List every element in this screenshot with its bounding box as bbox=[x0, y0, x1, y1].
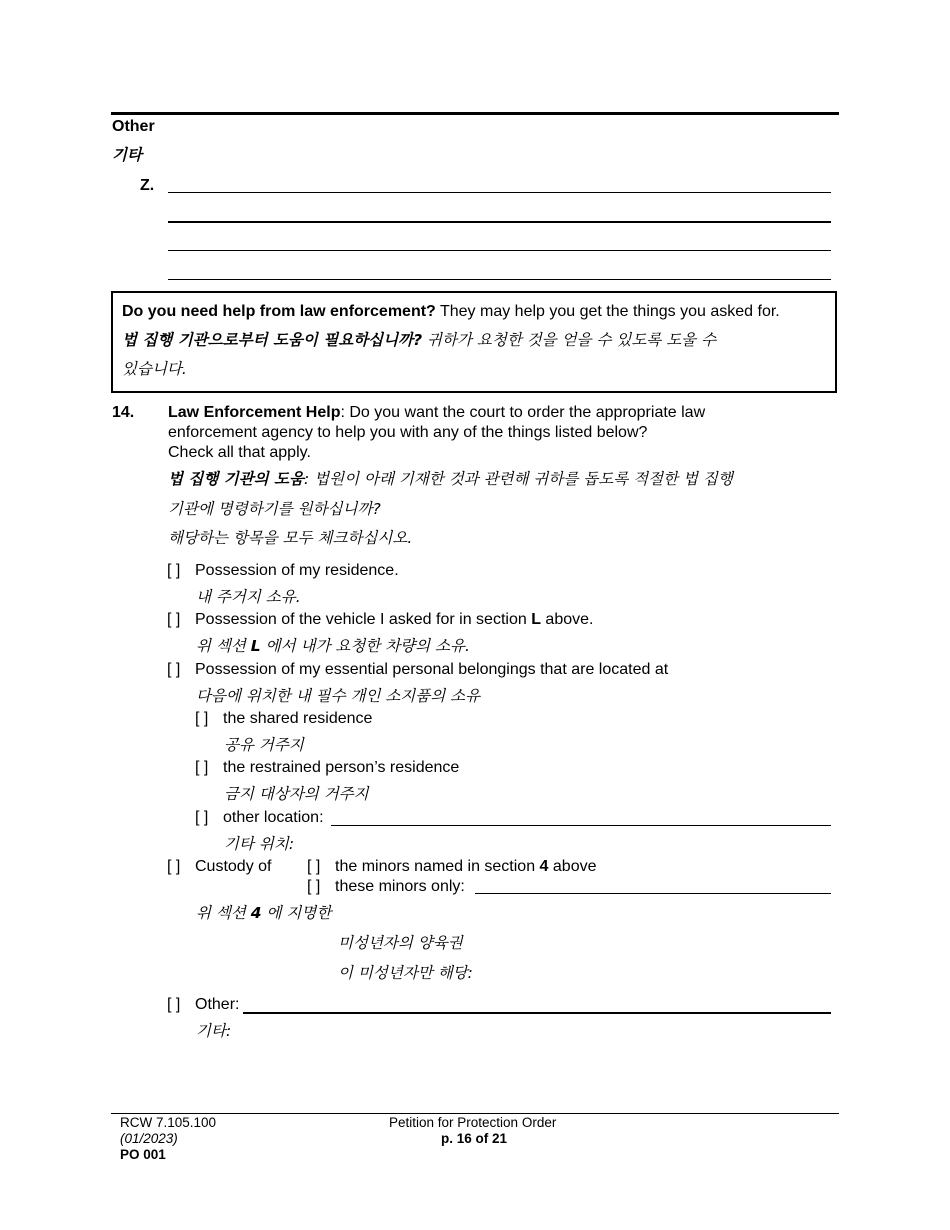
residence-option[interactable] bbox=[167, 562, 399, 580]
other-location-checkbox[interactable]: [ ] bbox=[195, 809, 209, 826]
box-question-ko-rest: 귀하가 요청한 것을 얻을 수 있도록 도울 수 bbox=[422, 331, 717, 349]
these-minors-option[interactable] bbox=[307, 878, 465, 896]
other-label: Other: bbox=[195, 996, 240, 1013]
top-rule bbox=[111, 112, 839, 115]
other-location-field[interactable] bbox=[331, 825, 831, 826]
restrained-residence-option[interactable] bbox=[195, 759, 459, 777]
custody-ko-bold: 4 bbox=[250, 904, 262, 922]
these-minors-checkbox[interactable]: [ ] bbox=[307, 878, 321, 895]
footer-form-number: PO 001 bbox=[120, 1147, 166, 1162]
minors-named-checkbox[interactable]: [ ] bbox=[307, 858, 321, 875]
footer-date: (01/2023) bbox=[120, 1131, 178, 1146]
custody-label-ko bbox=[196, 901, 331, 923]
restrained-residence-checkbox[interactable]: [ ] bbox=[195, 759, 209, 776]
section-title-line bbox=[168, 404, 705, 422]
vehicle-ko-post: 에서 내가 요청한 차량의 소유. bbox=[260, 637, 470, 655]
custody-label-ko-2: 미성년자의 양육권 bbox=[338, 934, 463, 952]
shared-residence-label: the shared residence bbox=[223, 710, 373, 727]
footer-title: Petition for Protection Order bbox=[389, 1115, 557, 1130]
box-question-line bbox=[122, 303, 780, 321]
belongings-label: Possession of my essential personal belongings that are located at bbox=[195, 661, 669, 678]
other-location-option[interactable] bbox=[195, 809, 324, 827]
shared-residence-checkbox[interactable]: [ ] bbox=[195, 710, 209, 727]
section-ko-rest: : 법원이 아래 기재한 것과 관련해 귀하를 돕도록 적절한 법 집행 bbox=[303, 470, 733, 488]
belongings-option[interactable] bbox=[167, 661, 668, 679]
section-ko-line2: 기관에 명령하기를 원하십니까? bbox=[168, 500, 381, 518]
section-line3: Check all that apply. bbox=[168, 444, 311, 461]
vehicle-ko-bold: L bbox=[250, 637, 261, 655]
section-ko-title: 법 집행 기관의 도움 bbox=[168, 470, 304, 488]
vehicle-label-pre: Possession of the vehicle I asked for in section bbox=[195, 611, 532, 628]
restrained-residence-label: the restrained person’s residence bbox=[223, 759, 460, 776]
section-title-rest: : Do you want the court to order the appropriate law bbox=[340, 404, 706, 421]
vehicle-label-post: above. bbox=[540, 611, 594, 628]
section-number: 14. bbox=[112, 404, 135, 421]
footer-rcw: RCW 7.105.100 bbox=[120, 1115, 217, 1130]
these-minors-field[interactable] bbox=[475, 893, 831, 894]
minors-named-post: above bbox=[548, 858, 597, 875]
other-option[interactable] bbox=[167, 996, 239, 1014]
belongings-checkbox[interactable]: [ ] bbox=[167, 661, 181, 678]
vehicle-label-ko bbox=[196, 634, 470, 656]
other-label-ko: 기타: bbox=[196, 1022, 232, 1040]
footer-rule bbox=[111, 1113, 839, 1114]
custody-checkbox[interactable]: [ ] bbox=[167, 858, 181, 875]
footer-page-number: p. 16 of 21 bbox=[441, 1131, 508, 1146]
section-ko-line3: 해당하는 항목을 모두 체크하십시오. bbox=[168, 529, 413, 547]
these-minors-label: these minors only: bbox=[335, 878, 465, 895]
minors-named-option[interactable] bbox=[307, 858, 597, 876]
box-question-ko-line2: 있습니다. bbox=[122, 360, 187, 378]
custody-ko-pre: 위 섹션 bbox=[196, 904, 251, 922]
section-title: Law Enforcement Help bbox=[168, 404, 341, 421]
residence-label-ko: 내 주거지 소유. bbox=[196, 588, 301, 606]
vehicle-label-bold: L bbox=[531, 611, 541, 628]
other-location-label-ko: 기타 위치: bbox=[224, 835, 295, 853]
z-line-2[interactable] bbox=[168, 221, 831, 223]
vehicle-ko-pre: 위 섹션 bbox=[196, 637, 251, 655]
custody-label: Custody of bbox=[195, 858, 272, 875]
other-field[interactable] bbox=[243, 1012, 831, 1014]
belongings-label-ko: 다음에 위치한 내 필수 개인 소지품의 소유 bbox=[196, 687, 481, 705]
other-checkbox[interactable]: [ ] bbox=[167, 996, 181, 1013]
vehicle-option[interactable] bbox=[167, 611, 593, 629]
z-line-1[interactable] bbox=[168, 192, 831, 193]
other-location-label: other location: bbox=[223, 809, 324, 826]
shared-residence-option[interactable] bbox=[195, 710, 372, 728]
z-label: Z. bbox=[140, 177, 155, 194]
section-ko-line1 bbox=[168, 467, 733, 489]
restrained-residence-label-ko: 금지 대상자의 거주지 bbox=[224, 785, 369, 803]
minors-named-bold: 4 bbox=[539, 858, 549, 875]
section-line2: enforcement agency to help you with any of the things listed below? bbox=[168, 424, 648, 441]
residence-checkbox[interactable]: [ ] bbox=[167, 562, 181, 579]
z-line-3[interactable] bbox=[168, 250, 831, 251]
box-question-rest: They may help you get the things you asked for. bbox=[435, 303, 780, 320]
residence-label: Possession of my residence. bbox=[195, 562, 399, 579]
vehicle-checkbox[interactable]: [ ] bbox=[167, 611, 181, 628]
box-question-bold: Do you need help from law enforcement? bbox=[122, 303, 436, 320]
other-heading-ko: 기타 bbox=[112, 146, 142, 164]
z-line-4[interactable] bbox=[168, 279, 831, 280]
box-question-ko-line bbox=[122, 328, 716, 350]
custody-ko-post: 에 지명한 bbox=[261, 904, 332, 922]
other-heading: Other bbox=[112, 118, 155, 135]
minors-named-pre: the minors named in section bbox=[335, 858, 540, 875]
box-question-ko-bold: 법 집행 기관으로부터 도움이 필요하십니까? bbox=[122, 331, 423, 349]
custody-option[interactable] bbox=[167, 858, 271, 876]
custody-label-ko-3: 이 미성년자만 해당: bbox=[338, 964, 473, 982]
shared-residence-label-ko: 공유 거주지 bbox=[224, 736, 304, 754]
